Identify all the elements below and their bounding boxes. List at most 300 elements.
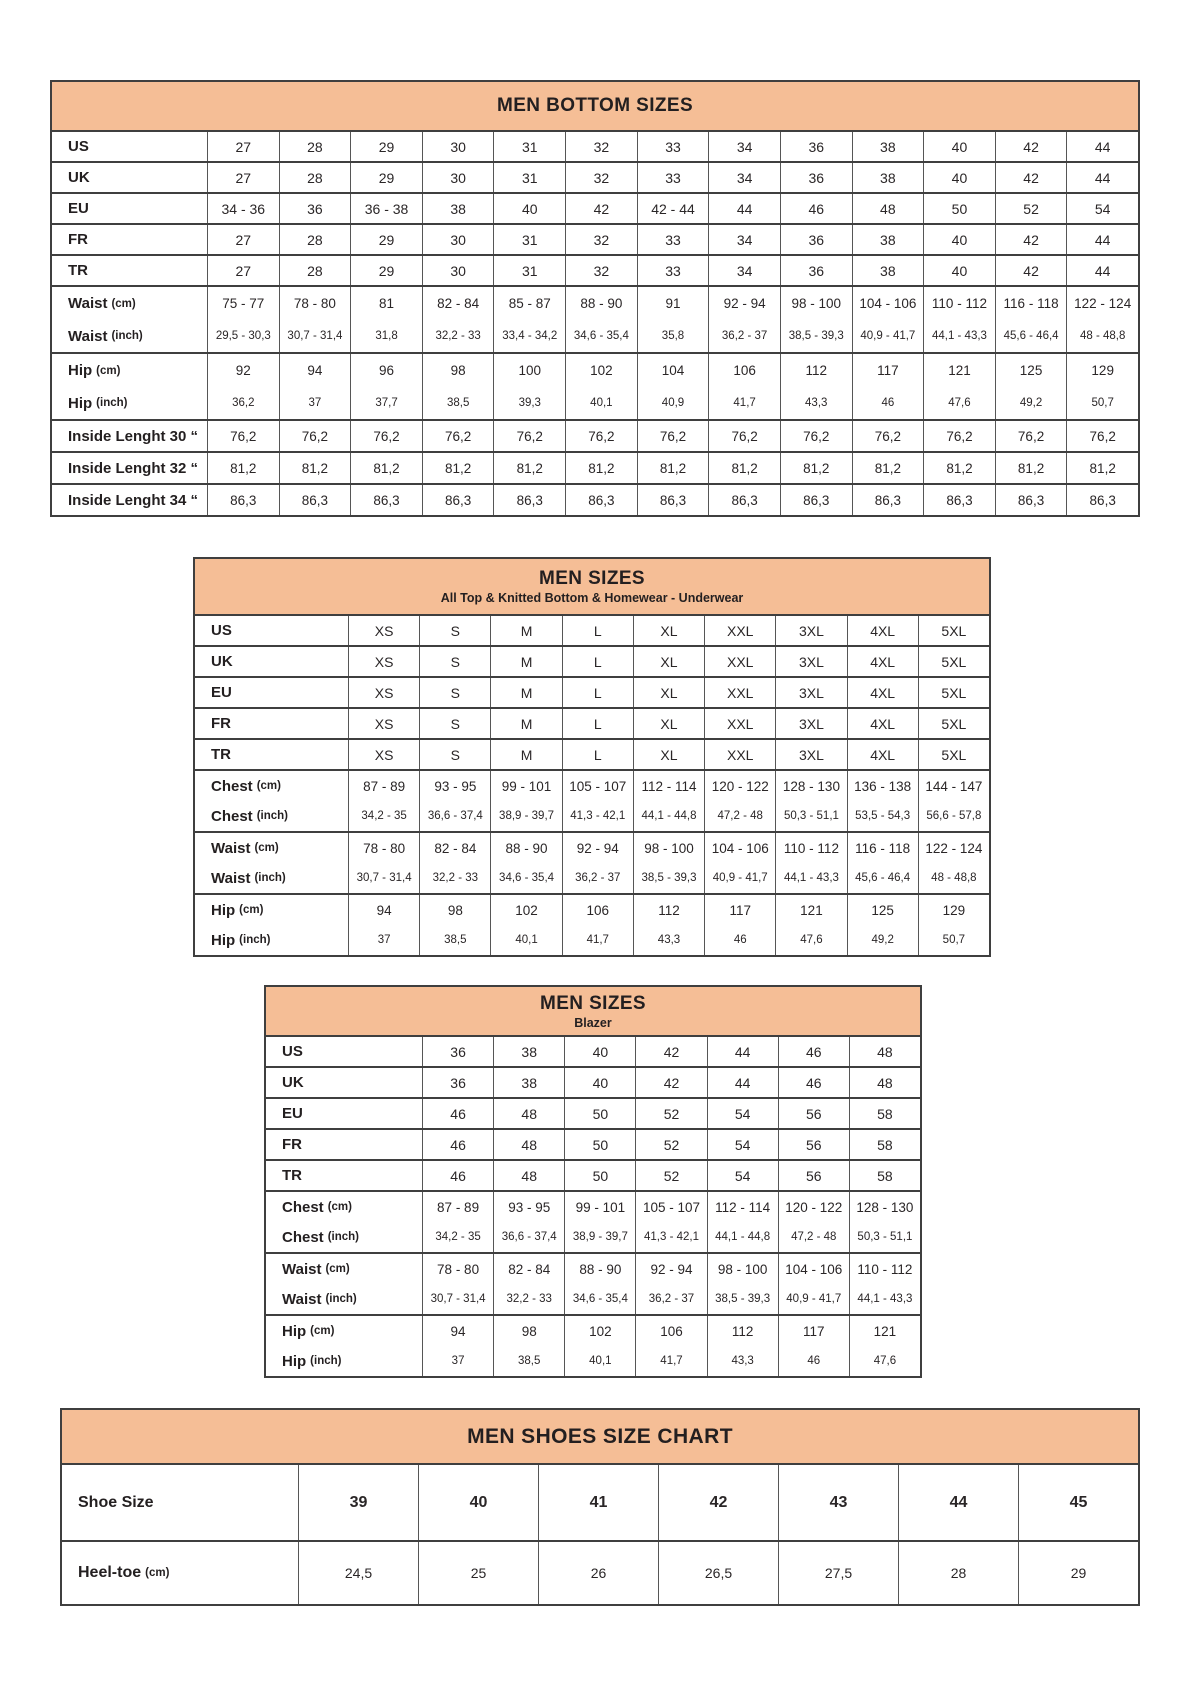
table-cell: 36 xyxy=(422,1037,493,1066)
table-cell: 91 xyxy=(637,287,709,320)
table-cell: 5XL xyxy=(918,740,989,769)
table-cell: 27 xyxy=(207,163,279,192)
table-cell: 120 - 122 xyxy=(778,1192,849,1222)
table-cell: 47,2 - 48 xyxy=(778,1222,849,1252)
table-cell: S xyxy=(419,678,490,707)
table-cell: XXL xyxy=(704,709,775,738)
men-bottom-sizes-table xyxy=(50,80,1140,517)
table-cell: 38,9 - 39,7 xyxy=(490,801,561,831)
table-cell: 40 xyxy=(923,256,995,285)
table-cell: 29 xyxy=(350,163,422,192)
table-cell: 43 xyxy=(778,1465,898,1540)
table-cell: 99 - 101 xyxy=(564,1192,635,1222)
table-row xyxy=(62,1542,1138,1604)
table-cell: 39,3 xyxy=(493,387,565,419)
table-cell: 31 xyxy=(493,132,565,161)
table-cell: 42 xyxy=(995,132,1067,161)
row-label-text: US xyxy=(211,622,232,639)
table-cell: 38 xyxy=(852,163,924,192)
table-cell: 31,8 xyxy=(350,320,422,352)
table-cell: 76,2 xyxy=(279,421,351,451)
row-label xyxy=(266,1099,422,1128)
table-cell: 44 xyxy=(1066,132,1138,161)
table-cell: S xyxy=(419,740,490,769)
row-label-unit: (inch) xyxy=(254,872,286,884)
table-cell: 32 xyxy=(565,132,637,161)
table-cell: 100 xyxy=(493,354,565,387)
table-cell: 27,5 xyxy=(778,1542,898,1604)
table-cell: 52 xyxy=(635,1130,706,1159)
table-cell: 29 xyxy=(350,132,422,161)
table-cell: 117 xyxy=(852,354,924,387)
table-cell: 43,3 xyxy=(780,387,852,419)
table-cell: 47,6 xyxy=(775,925,846,955)
table-cell: 86,3 xyxy=(350,485,422,515)
table-cell: 42 xyxy=(635,1068,706,1097)
table-cell: 122 - 124 xyxy=(1066,287,1138,320)
table-cell: 40 xyxy=(493,194,565,223)
table-cell: 52 xyxy=(635,1099,706,1128)
table-cell: 88 - 90 xyxy=(564,1254,635,1284)
table-cell: 88 - 90 xyxy=(490,833,561,863)
table-cell: L xyxy=(562,616,633,645)
table-cell: 36,2 xyxy=(207,387,279,419)
row-label-text: US xyxy=(68,138,89,155)
table-cell: 99 - 101 xyxy=(490,771,561,801)
table-cell: 32 xyxy=(565,256,637,285)
table-cell: 54 xyxy=(1066,194,1138,223)
table-cell: 27 xyxy=(207,256,279,285)
row-group xyxy=(52,352,1138,419)
table-cell: 36 xyxy=(422,1068,493,1097)
table-cell: 48 xyxy=(852,194,924,223)
table-cell: 44 xyxy=(898,1465,1018,1540)
row-label xyxy=(52,354,207,387)
table-cell: 32 xyxy=(565,163,637,192)
row-group xyxy=(266,1128,920,1159)
row-label-text: EU xyxy=(282,1105,303,1122)
table-cell: 81,2 xyxy=(995,453,1067,483)
table-cell: 47,6 xyxy=(849,1346,920,1376)
table-cell: 52 xyxy=(995,194,1067,223)
table-title: MEN SIZES xyxy=(538,568,645,589)
table-row xyxy=(195,801,989,831)
table-cell: 112 xyxy=(633,895,704,925)
row-group xyxy=(52,419,1138,451)
table-cell: 117 xyxy=(778,1316,849,1346)
row-label-text: FR xyxy=(282,1136,302,1153)
row-label-text: UK xyxy=(282,1074,304,1091)
table-cell: 81 xyxy=(350,287,422,320)
table-cell: 86,3 xyxy=(279,485,351,515)
table-header xyxy=(62,1410,1138,1465)
table-cell: XS xyxy=(348,616,419,645)
table-cell: 42 - 44 xyxy=(637,194,709,223)
table-cell: 38 xyxy=(852,132,924,161)
row-group xyxy=(266,1097,920,1128)
table-cell: XS xyxy=(348,740,419,769)
row-label-text: UK xyxy=(68,169,90,186)
table-cell: 76,2 xyxy=(852,421,924,451)
table-cell: 33,4 - 34,2 xyxy=(493,320,565,352)
table-cell: 43,3 xyxy=(633,925,704,955)
table-row xyxy=(52,132,1138,161)
table-cell: 29 xyxy=(350,225,422,254)
table-row xyxy=(52,194,1138,223)
table-cell: 41,7 xyxy=(635,1346,706,1376)
table-subtitle: Blazer xyxy=(574,1015,612,1030)
table-cell: XL xyxy=(633,678,704,707)
table-cell: 40 xyxy=(564,1068,635,1097)
table-cell: 48 xyxy=(493,1130,564,1159)
table-cell: XL xyxy=(633,709,704,738)
table-cell: XXL xyxy=(704,647,775,676)
table-cell: 44,1 - 44,8 xyxy=(633,801,704,831)
table-cell: 81,2 xyxy=(1066,453,1138,483)
table-row xyxy=(266,1130,920,1159)
table-cell: M xyxy=(490,616,561,645)
row-label-unit: (cm) xyxy=(256,780,281,792)
table-row xyxy=(266,1161,920,1190)
table-row xyxy=(52,256,1138,285)
table-cell: 28 xyxy=(279,256,351,285)
row-label-text: Waist xyxy=(68,327,108,345)
table-cell: 45,6 - 46,4 xyxy=(847,863,918,893)
row-label-text: US xyxy=(282,1043,303,1060)
table-row xyxy=(195,895,989,925)
row-label xyxy=(195,771,348,801)
table-cell: 49,2 xyxy=(847,925,918,955)
table-cell: 40 xyxy=(923,132,995,161)
table-row xyxy=(52,453,1138,483)
row-label xyxy=(52,387,207,419)
row-group xyxy=(266,1037,920,1066)
table-cell: 129 xyxy=(1066,354,1138,387)
row-label-text: Shoe Size xyxy=(78,1493,154,1511)
table-cell: 41,3 - 42,1 xyxy=(635,1222,706,1252)
table-cell: 38 xyxy=(852,225,924,254)
row-label-text: Waist xyxy=(68,295,108,312)
table-cell: M xyxy=(490,647,561,676)
table-cell: XXL xyxy=(704,740,775,769)
table-cell: 30 xyxy=(422,132,494,161)
table-cell: 88 - 90 xyxy=(565,287,637,320)
table-cell: 94 xyxy=(348,895,419,925)
table-cell: 92 - 94 xyxy=(562,833,633,863)
table-cell: 48 xyxy=(493,1161,564,1190)
table-cell: 87 - 89 xyxy=(422,1192,493,1222)
row-label xyxy=(52,421,207,451)
table-cell: S xyxy=(419,709,490,738)
table-cell: 50 xyxy=(923,194,995,223)
table-cell: 50,3 - 51,1 xyxy=(849,1222,920,1252)
row-label-text: Hip xyxy=(68,362,93,379)
table-cell: 49,2 xyxy=(995,387,1067,419)
row-group xyxy=(266,1252,920,1314)
row-label xyxy=(266,1284,422,1314)
table-cell: L xyxy=(562,740,633,769)
row-label xyxy=(266,1037,422,1066)
table-cell: 4XL xyxy=(847,616,918,645)
table-cell: 58 xyxy=(849,1130,920,1159)
table-cell: 82 - 84 xyxy=(422,287,494,320)
table-cell: 81,2 xyxy=(493,453,565,483)
row-label-text: Hip xyxy=(282,1322,307,1340)
table-cell: 34,6 - 35,4 xyxy=(565,320,637,352)
table-cell: 46 xyxy=(422,1099,493,1128)
row-label xyxy=(266,1068,422,1097)
table-cell: 53,5 - 54,3 xyxy=(847,801,918,831)
table-cell: 32 xyxy=(565,225,637,254)
row-label xyxy=(266,1130,422,1159)
table-cell: 48 xyxy=(849,1068,920,1097)
table-cell: 29,5 - 30,3 xyxy=(207,320,279,352)
table-cell: 4XL xyxy=(847,709,918,738)
table-cell: 125 xyxy=(847,895,918,925)
table-cell: XL xyxy=(633,740,704,769)
row-label-unit: (cm) xyxy=(254,842,279,854)
table-cell: 50,7 xyxy=(918,925,989,955)
table-cell: 40,1 xyxy=(564,1346,635,1376)
table-title: MEN BOTTOM SIZES xyxy=(496,95,694,116)
table-row xyxy=(52,354,1138,387)
table-cell: M xyxy=(490,709,561,738)
row-group xyxy=(266,1190,920,1252)
table-cell: 30,7 - 31,4 xyxy=(422,1284,493,1314)
table-cell: 102 xyxy=(564,1316,635,1346)
row-label xyxy=(52,453,207,483)
table-cell: 81,2 xyxy=(852,453,924,483)
table-cell: 3XL xyxy=(775,709,846,738)
row-group xyxy=(195,616,989,645)
row-group xyxy=(195,831,989,893)
row-label xyxy=(195,616,348,645)
table-cell: 86,3 xyxy=(923,485,995,515)
table-subtitle: All Top & Knitted Bottom & Homewear - Underwear xyxy=(440,591,744,605)
row-group xyxy=(195,893,989,955)
row-label-text: Chest xyxy=(211,807,253,825)
row-group xyxy=(52,483,1138,515)
table-cell: 44 xyxy=(1066,225,1138,254)
table-cell: 36 xyxy=(279,194,351,223)
table-cell: 36,2 - 37 xyxy=(562,863,633,893)
row-label-unit: (inch) xyxy=(239,934,271,946)
table-cell: 36 xyxy=(780,225,852,254)
table-cell: 31 xyxy=(493,163,565,192)
table-cell: 117 xyxy=(704,895,775,925)
table-cell: 44,1 - 43,3 xyxy=(849,1284,920,1314)
row-label-text: Hip xyxy=(282,1352,307,1370)
table-cell: 31 xyxy=(493,225,565,254)
row-label-text: Chest xyxy=(282,1198,324,1216)
table-cell: 32,2 - 33 xyxy=(422,320,494,352)
table-cell: 40 xyxy=(418,1465,538,1540)
table-cell: 82 - 84 xyxy=(419,833,490,863)
table-cell: 104 - 106 xyxy=(852,287,924,320)
table-row xyxy=(266,1192,920,1222)
table-cell: 38 xyxy=(422,194,494,223)
row-label-text: Inside Lenght 34 “ xyxy=(68,491,199,509)
row-group xyxy=(62,1540,1138,1604)
row-label-text: UK xyxy=(211,653,233,670)
row-label xyxy=(195,801,348,831)
table-cell: 39 xyxy=(298,1465,418,1540)
table-cell: 45 xyxy=(1018,1465,1138,1540)
row-label-text: Hip xyxy=(211,931,236,949)
table-cell: 58 xyxy=(849,1099,920,1128)
table-cell: 98 xyxy=(419,895,490,925)
table-row xyxy=(266,1284,920,1314)
table-cell: 48 xyxy=(493,1099,564,1128)
table-cell: XL xyxy=(633,616,704,645)
table-cell: 87 - 89 xyxy=(348,771,419,801)
table-cell: 41,3 - 42,1 xyxy=(562,801,633,831)
table-cell: 38 xyxy=(493,1037,564,1066)
table-cell: 46 xyxy=(778,1346,849,1376)
table-cell: 28 xyxy=(279,132,351,161)
table-cell: 82 - 84 xyxy=(493,1254,564,1284)
table-cell: 35,8 xyxy=(637,320,709,352)
row-label xyxy=(52,485,207,515)
table-cell: 116 - 118 xyxy=(847,833,918,863)
table-cell: 38 xyxy=(493,1068,564,1097)
table-cell: 86,3 xyxy=(852,485,924,515)
row-label-unit: (cm) xyxy=(310,1325,335,1337)
row-label-text: Waist xyxy=(211,839,251,857)
table-row xyxy=(62,1465,1138,1540)
table-cell: 52 xyxy=(635,1161,706,1190)
table-cell: 34 xyxy=(708,163,780,192)
table-cell: 86,3 xyxy=(422,485,494,515)
table-cell: 40,9 xyxy=(637,387,709,419)
row-label-unit: (inch) xyxy=(310,1355,342,1367)
table-row xyxy=(266,1346,920,1376)
row-label-text: Inside Lenght 32 “ xyxy=(68,459,199,477)
table-cell: 81,2 xyxy=(565,453,637,483)
table-cell: 32,2 - 33 xyxy=(419,863,490,893)
row-label-text: Waist xyxy=(282,1290,322,1308)
table-row xyxy=(52,387,1138,419)
men-sizes-top-knitted-table xyxy=(193,557,991,957)
table-cell: 92 - 94 xyxy=(708,287,780,320)
row-group xyxy=(52,254,1138,285)
table-cell: 44 xyxy=(1066,256,1138,285)
table-cell: 41 xyxy=(538,1465,658,1540)
table-cell: 104 - 106 xyxy=(778,1254,849,1284)
table-cell: 44 xyxy=(707,1068,778,1097)
table-cell: 28 xyxy=(279,163,351,192)
table-cell: XS xyxy=(348,647,419,676)
row-group xyxy=(62,1465,1138,1540)
table-cell: 76,2 xyxy=(422,421,494,451)
table-row xyxy=(195,740,989,769)
table-row xyxy=(266,1316,920,1346)
table-cell: 36 xyxy=(780,163,852,192)
table-cell: 122 - 124 xyxy=(918,833,989,863)
table-cell: 85 - 87 xyxy=(493,287,565,320)
row-group xyxy=(52,161,1138,192)
table-cell: 40,9 - 41,7 xyxy=(704,863,775,893)
table-cell: 34 xyxy=(708,225,780,254)
table-row xyxy=(266,1037,920,1066)
table-cell: 26 xyxy=(538,1542,658,1604)
table-cell: 4XL xyxy=(847,678,918,707)
table-cell: 129 xyxy=(918,895,989,925)
table-cell: 40,1 xyxy=(490,925,561,955)
table-cell: 105 - 107 xyxy=(635,1192,706,1222)
table-cell: 38,5 xyxy=(422,387,494,419)
table-cell: XS xyxy=(348,678,419,707)
table-row xyxy=(52,320,1138,352)
table-cell: 121 xyxy=(775,895,846,925)
table-cell: 30 xyxy=(422,163,494,192)
row-group xyxy=(52,132,1138,161)
table-cell: 34 xyxy=(708,132,780,161)
row-label-text: FR xyxy=(211,715,231,732)
row-label xyxy=(266,1346,422,1376)
table-cell: 86,3 xyxy=(207,485,279,515)
table-cell: 48 xyxy=(849,1037,920,1066)
table-cell: 78 - 80 xyxy=(348,833,419,863)
size-chart-page xyxy=(0,80,1200,1606)
table-cell: 40,9 - 41,7 xyxy=(852,320,924,352)
table-cell: 36,6 - 37,4 xyxy=(493,1222,564,1252)
table-cell: 75 - 77 xyxy=(207,287,279,320)
table-cell: 30 xyxy=(422,256,494,285)
row-label xyxy=(195,647,348,676)
table-row xyxy=(266,1254,920,1284)
table-cell: 76,2 xyxy=(565,421,637,451)
table-cell: 81,2 xyxy=(422,453,494,483)
table-cell: 3XL xyxy=(775,740,846,769)
table-cell: 112 - 114 xyxy=(633,771,704,801)
table-cell: 58 xyxy=(849,1161,920,1190)
table-cell: 86,3 xyxy=(708,485,780,515)
table-cell: 104 xyxy=(637,354,709,387)
table-cell: 42 xyxy=(995,256,1067,285)
table-cell: 76,2 xyxy=(1066,421,1138,451)
row-label-text: Waist xyxy=(282,1260,322,1278)
table-cell: 76,2 xyxy=(637,421,709,451)
row-label-unit: (cm) xyxy=(325,1263,350,1275)
table-cell: 120 - 122 xyxy=(704,771,775,801)
table-cell: 98 xyxy=(422,354,494,387)
row-label xyxy=(266,1222,422,1252)
table-cell: 46 xyxy=(852,387,924,419)
row-label xyxy=(195,709,348,738)
table-cell: 4XL xyxy=(847,740,918,769)
row-group xyxy=(266,1314,920,1376)
table-cell: 34 xyxy=(708,256,780,285)
table-row xyxy=(195,616,989,645)
table-cell: 36 xyxy=(780,132,852,161)
table-cell: 128 - 130 xyxy=(849,1192,920,1222)
table-cell: 112 xyxy=(707,1316,778,1346)
table-cell: 81,2 xyxy=(780,453,852,483)
table-cell: 33 xyxy=(637,163,709,192)
row-label xyxy=(266,1316,422,1346)
row-group xyxy=(195,769,989,831)
table-cell: M xyxy=(490,678,561,707)
table-cell: 81,2 xyxy=(637,453,709,483)
table-row xyxy=(52,485,1138,515)
table-cell: 86,3 xyxy=(780,485,852,515)
table-cell: 106 xyxy=(635,1316,706,1346)
row-label-text: Hip xyxy=(211,901,236,919)
table-cell: 24,5 xyxy=(298,1542,418,1604)
row-label xyxy=(195,740,348,769)
table-cell: 36 xyxy=(780,256,852,285)
